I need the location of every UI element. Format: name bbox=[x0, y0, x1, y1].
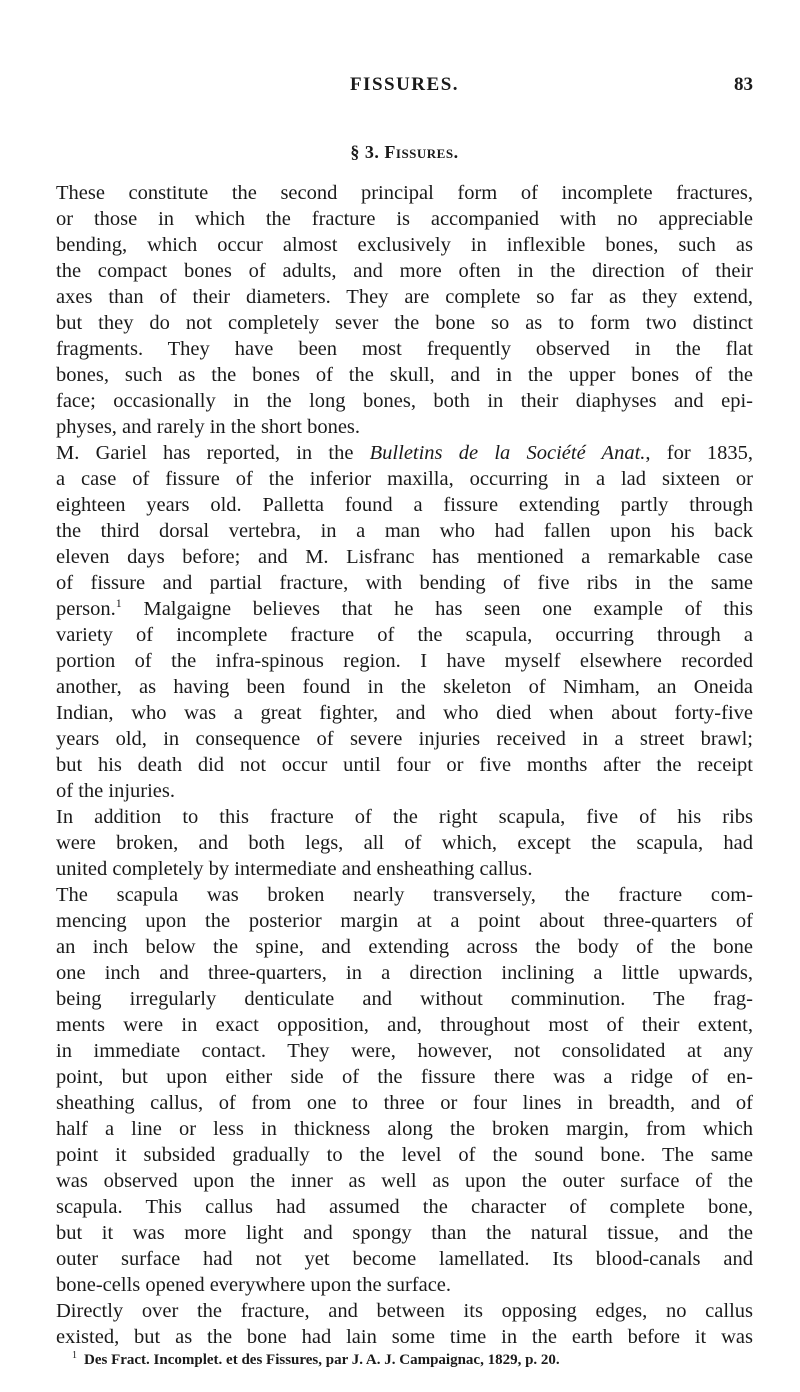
text-line: a case of fissure of the inferior maxilla, occurring in a lad sixteen or bbox=[56, 468, 753, 490]
text-line: was observed upon the inner as well as upon the outer surface of the bbox=[56, 1170, 753, 1192]
footnote-reference: 1 bbox=[115, 596, 122, 610]
text-line: or those in which the fracture is accompanied with no appreciable bbox=[56, 208, 753, 230]
text-line: variety of incomplete fracture of the scapula, occurring through a bbox=[56, 624, 753, 646]
paragraph bbox=[56, 1298, 753, 1350]
text-line: being irregularly denticulate and without comminution. The frag- bbox=[56, 988, 753, 1010]
text-line: bone-cells opened everywhere upon the surface. bbox=[56, 1274, 452, 1296]
text-line: existed, but as the bone had lain some time in the earth before it was bbox=[56, 1326, 753, 1348]
running-head bbox=[56, 74, 753, 98]
italic-title: Bulletins de la Société Anat. bbox=[369, 442, 646, 464]
text-line: mencing upon the posterior margin at a point about three-quarters of bbox=[56, 910, 753, 932]
text-line: were broken, and both legs, all of which, except the scapula, had bbox=[56, 832, 753, 854]
text-line: In addition to this fracture of the right scapula, five of his ribs bbox=[56, 806, 753, 828]
text-line: half a line or less in thickness along the broken margin, from which bbox=[56, 1118, 753, 1140]
paragraph bbox=[56, 882, 753, 1298]
text-line: scapula. This callus had assumed the character of complete bone, bbox=[56, 1196, 753, 1218]
text-line: but they do not completely sever the bone so as to form two distinct bbox=[56, 312, 753, 334]
text-line: axes than of their diameters. They are complete so far as they extend, bbox=[56, 286, 753, 308]
text-line: but his death did not occur until four or five months after the receipt bbox=[56, 754, 753, 776]
section-number: § 3. bbox=[350, 142, 380, 162]
text-line: Directly over the fracture, and between its opposing edges, no callus bbox=[56, 1300, 753, 1322]
section-heading bbox=[56, 142, 753, 163]
text-line: in immediate contact. They were, however, not consolidated at any bbox=[56, 1040, 753, 1062]
text-line: portion of the infra-spinous region. I have myself elsewhere recorded bbox=[56, 650, 753, 672]
text-line: united completely by intermediate and ensheathing callus. bbox=[56, 858, 533, 880]
text-line: eleven days before; and M. Lisfranc has mentioned a remarkable case bbox=[56, 546, 753, 568]
text-line: physes, and rarely in the short bones. bbox=[56, 416, 361, 438]
text-line: fragments. They have been most frequently observed in the flat bbox=[56, 338, 753, 360]
text-line: of fissure and partial fracture, with bending of five ribs in the same bbox=[56, 572, 753, 594]
paragraph bbox=[56, 804, 753, 882]
paragraph bbox=[56, 180, 753, 440]
body-text bbox=[56, 180, 753, 1350]
text-line: an inch below the spine, and extending across the body of the bone bbox=[56, 936, 753, 958]
text-line: years old, in consequence of severe injuries received in a street brawl; bbox=[56, 728, 753, 750]
text-line: These constitute the second principal form of incomplete fractures, bbox=[56, 182, 753, 204]
text-line: eighteen years old. Palletta found a fissure extending partly through bbox=[56, 494, 753, 516]
text-line: but it was more light and spongy than the natural tissue, and the bbox=[56, 1222, 753, 1244]
text-line: point it subsided gradually to the level of the sound bone. The same bbox=[56, 1144, 753, 1166]
text-line: Indian, who was a great fighter, and who died when about forty-five bbox=[56, 702, 753, 724]
section-title: Fissures. bbox=[384, 142, 459, 162]
text-line: bending, which occur almost exclusively in inflexible bones, such as bbox=[56, 234, 753, 256]
footnote bbox=[56, 1350, 753, 1370]
page-number: 83 bbox=[734, 74, 753, 95]
text-line: the third dorsal vertebra, in a man who had fallen upon his back bbox=[56, 520, 753, 542]
running-title: FISSURES. bbox=[349, 74, 460, 95]
text-line: sheathing callus, of from one to three or four lines in breadth, and of bbox=[56, 1092, 753, 1114]
footnote-mark: 1 bbox=[72, 1350, 77, 1361]
text-line: The scapula was broken nearly transversely, the fracture com- bbox=[56, 884, 753, 906]
text-line: point, but upon either side of the fissure there was a ridge of en- bbox=[56, 1066, 753, 1088]
text-line: of the injuries. bbox=[56, 780, 175, 802]
text-line: face; occasionally in the long bones, both in their diaphyses and epi- bbox=[56, 390, 753, 412]
text-line: person.$^1$ Malgaigne believes that he has seen one example of this bbox=[56, 596, 753, 620]
text-line: ments were in exact opposition, and, throughout most of their extent, bbox=[56, 1014, 753, 1036]
footnote-text: Des Fract. Incomplet. et des Fissures, par J. A. J. Campaignac, 1829, p. 20. bbox=[84, 1352, 560, 1368]
paragraph bbox=[56, 440, 753, 804]
text-line: another, as having been found in the skeleton of Nimham, an Oneida bbox=[56, 676, 753, 698]
text-line: one inch and three-quarters, in a direction inclining a little upwards, bbox=[56, 962, 753, 984]
text-line: M. Gariel has reported, in the Bulletins de la Société Anat., for 1835, bbox=[56, 442, 753, 464]
text-line: bones, such as the bones of the skull, and in the upper bones of the bbox=[56, 364, 753, 386]
text-line: the compact bones of adults, and more often in the direction of their bbox=[56, 260, 753, 282]
text-line: outer surface had not yet become lamellated. Its blood-canals and bbox=[56, 1248, 753, 1270]
